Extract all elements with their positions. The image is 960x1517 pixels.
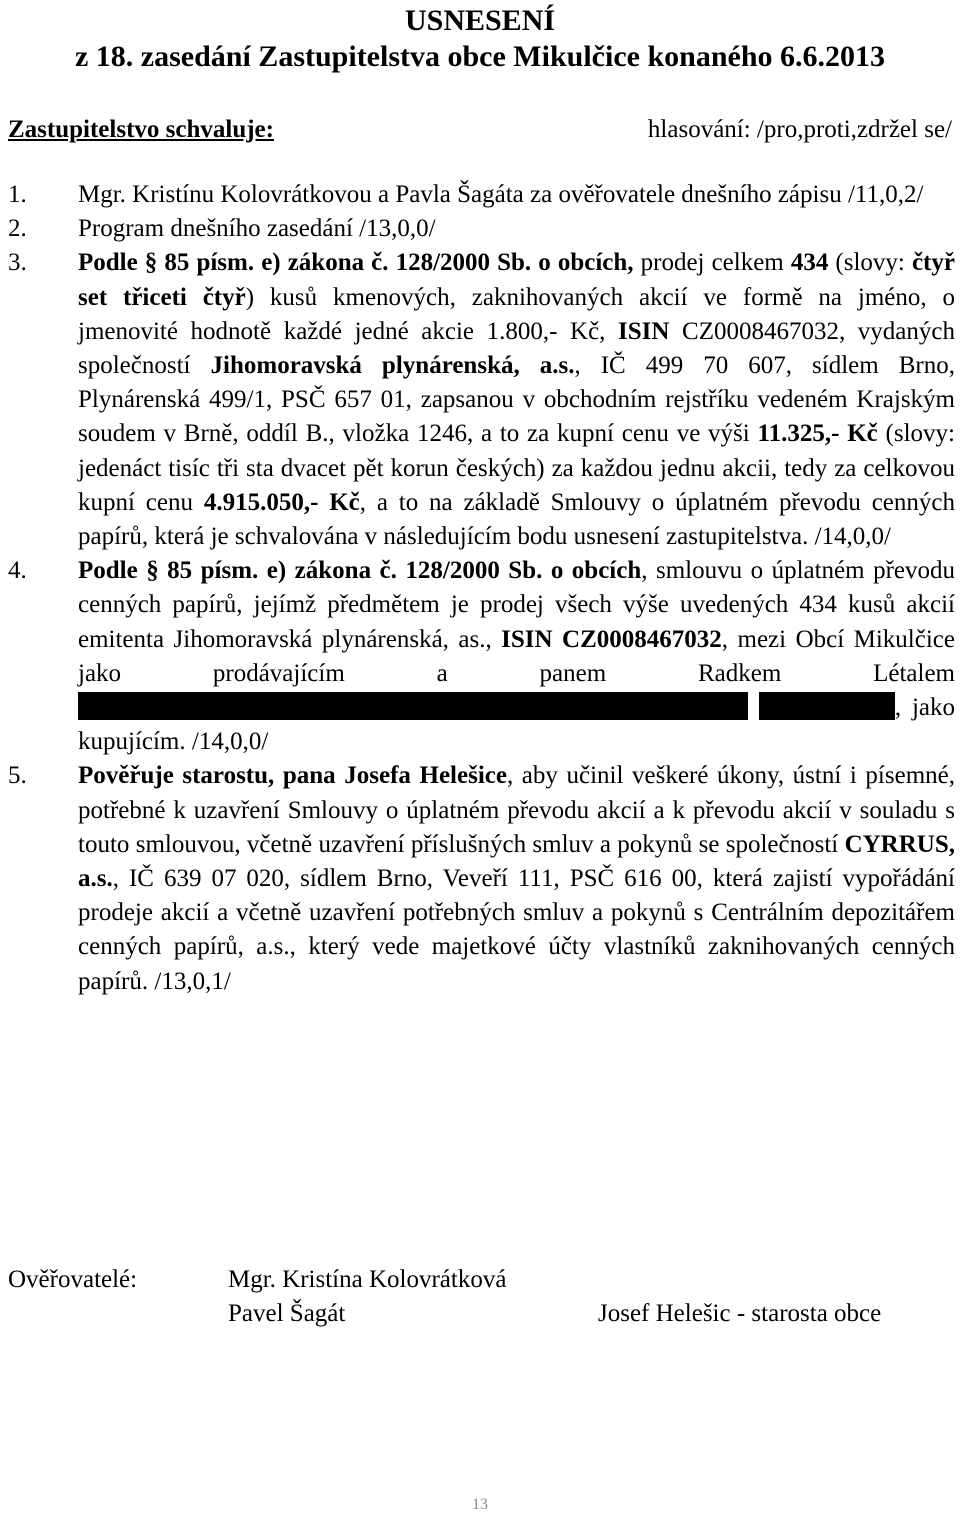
text-run: , aby učinil veškeré úkony, ústní i písemné, potřebné k uzavření Smlouvy o úplatném převodu akcií a k převodu akcií v souladu s touto smlouvou, včetně uzavření příslušných smluv a pokynů se společností [78,762,955,858]
text-run: CZ0008467032, vydaných společností [78,317,955,380]
resolution-item-5 [8,759,955,998]
legal-basis: Podle § 85 písm. e) zákona č. 128/2000 Sb. o obcích [78,557,642,585]
item-text: Mgr. Kristínu Kolovrátkovou a Pavla Šagáta za ověřovatele dnešního zápisu /11,0,2/ [78,181,924,208]
document-title: USNESENÍ [404,4,556,37]
approves-heading: Zastupitelstvo schvaluje: [8,116,274,143]
total-price: 4.915.050,- Kč [203,488,360,516]
legal-basis: Podle § 85 písm. e) zákona č. 128/2000 Sb. o obcích, [78,249,634,277]
text-run: (slovy: jedenáct tisíc tři sta dvacet pět korun českých) za každou jednu akcii, tedy za celkovou kupní cenu [78,420,955,516]
redaction-block [78,692,748,720]
resolution-item-3 [8,246,955,554]
text-run: , IČ 499 70 607, sídlem Brno, Plynárenská 499/1, PSČ 657 01, zapsanou v obchodním rejstříku vedeném Krajským soudem v Brně, oddíl B., vložka 1246, a to za kupní cenu ve výši [78,352,955,448]
verifiers-label: Ověřovatelé: [8,1266,138,1293]
unit-price: 11.325,- Kč [757,420,878,448]
share-count-words: čtyř set třiceti čtyř [78,249,955,311]
share-count: 434 [790,249,829,277]
item-number: 5. [8,762,27,790]
item-text [78,554,955,759]
redaction-block [759,692,895,720]
text-run: , mezi Obcí Mikulčice jako prodávajícím a panem Radkem Létalem [78,625,955,687]
item-number: 1. [8,181,27,208]
text-run: prodej celkem [633,249,791,277]
isin-label: ISIN [618,317,670,345]
item-number: 2. [8,215,27,243]
verifier-name-2: Pavel Šagát [228,1300,346,1327]
mayor-signature: Josef Helešic - starosta obce [598,1300,882,1327]
verifier-name-1: Mgr. Kristína Kolovrátková [228,1266,507,1293]
company-name: Jihomoravská plynárenská, a.s. [210,352,575,380]
resolution-item-1 [8,178,955,212]
item-text [78,246,955,554]
page-number: 13 [472,1496,488,1513]
text-run: , jako kupujícím. /14,0,0/ [78,694,956,756]
item-number: 3. [8,249,27,277]
resolution-item-4 [8,554,955,759]
text-run: , smlouvu o úplatném převodu cenných papírů, jejímž předmětem je prodej všech výše uvedených 434 kusů akcií emitenta Jihomoravská plynárenská, as., [78,557,955,653]
isin-code: ISIN CZ0008467032 [501,625,722,653]
broker-name: CYRRUS, a.s. [78,830,955,893]
voting-legend: hlasování: /pro,proti,zdržel se/ [647,116,952,143]
resolution-item-2 [8,212,955,246]
item-text [78,759,955,998]
text-run: (slovy: [828,249,912,277]
document-subtitle: z 18. zasedání Zastupitelstva obce Mikulčice konaného 6.6.2013 [74,40,885,73]
item-number: 4. [8,557,27,585]
text-run: , a to na základě Smlouvy o úplatném převodu cenných papírů, která je schvalována v následujícím bodu usnesení zastupitelstva. /14,0,0/ [78,488,955,551]
text-run: ) kusů kmenových, zaknihovaných akcií ve formě na jméno, o jmenovité hodnotě každé jedné akcie 1.800,- Kč, [78,283,955,345]
item-text: Program dnešního zasedání /13,0,0/ [78,215,436,243]
resolution-list [8,178,955,999]
mandate-heading: Pověřuje starostu, pana Josefa Helešice [78,762,507,790]
text-run: , IČ 639 07 020, sídlem Brno, Veveří 111, PSČ 616 00, která zajistí vypořádání prodeje akcií a včetně uzavření potřebných smluv a pokynů s Centrálním depozitářem cenných papírů, a.s., který vede majetkové účty vlastníků zaknihovaných cenných papírů. /13,0,1/ [78,865,955,995]
